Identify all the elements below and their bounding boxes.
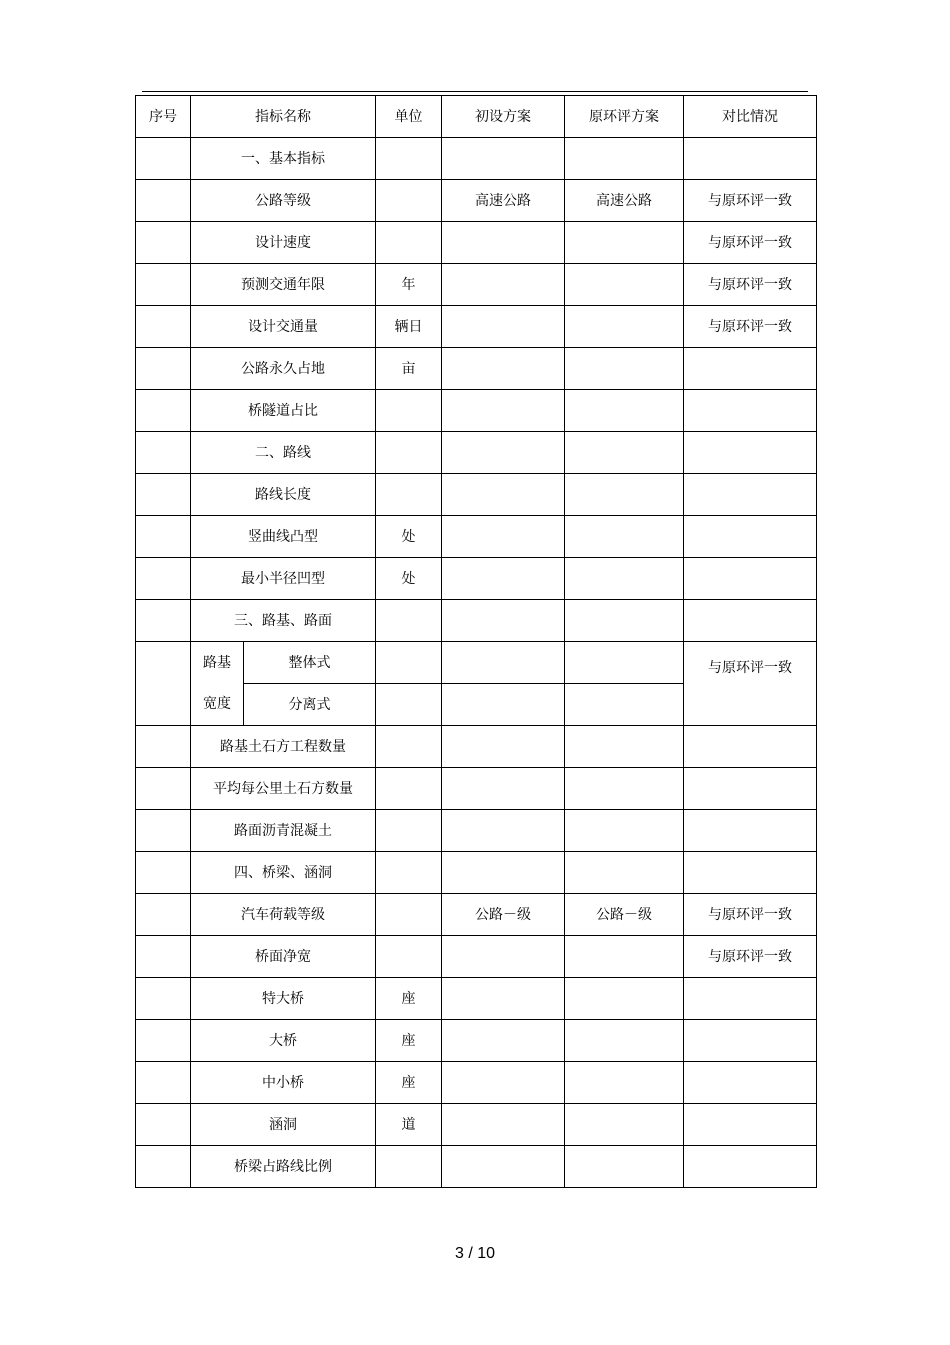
- unit-cell: [376, 474, 442, 516]
- unit-cell: [376, 768, 442, 810]
- indicator-name-cell: 大桥: [191, 1020, 376, 1062]
- unit-cell: 处: [376, 516, 442, 558]
- table-row: [136, 390, 817, 432]
- top-rule: [142, 91, 808, 92]
- width-group-label-top: 路基: [191, 642, 244, 684]
- comparison-cell: [684, 1146, 817, 1188]
- unit-cell: [376, 642, 442, 684]
- initial-plan-cell: [442, 138, 565, 180]
- seq-cell: [136, 1020, 191, 1062]
- table-row: [136, 1146, 817, 1188]
- table-row: [136, 180, 817, 222]
- header-seq: 序号: [136, 96, 191, 138]
- original-plan-cell: [565, 768, 684, 810]
- indicator-name-cell: 涵洞: [191, 1104, 376, 1146]
- seq-cell: [136, 474, 191, 516]
- original-plan-cell: [565, 852, 684, 894]
- table-row: [136, 726, 817, 768]
- table-row: [136, 306, 817, 348]
- unit-cell: [376, 432, 442, 474]
- seq-cell: [136, 600, 191, 642]
- initial-plan-cell: [442, 1146, 565, 1188]
- seq-cell: [136, 1062, 191, 1104]
- seq-cell: [136, 222, 191, 264]
- original-plan-cell: [565, 1020, 684, 1062]
- table-row-width-integral: [136, 642, 817, 684]
- table-row: [136, 1062, 817, 1104]
- table-row: [136, 348, 817, 390]
- comparison-cell: [684, 978, 817, 1020]
- initial-plan-cell: [442, 936, 565, 978]
- indicator-name-cell: 公路永久占地: [191, 348, 376, 390]
- unit-cell: 座: [376, 1020, 442, 1062]
- table-row: [136, 768, 817, 810]
- initial-plan-cell: [442, 1062, 565, 1104]
- unit-cell: [376, 936, 442, 978]
- comparison-cell: [684, 726, 817, 768]
- header-row: [136, 96, 817, 138]
- initial-plan-cell: [442, 432, 565, 474]
- initial-plan-cell: [442, 852, 565, 894]
- initial-plan-cell: [442, 222, 565, 264]
- header-indicator-name: 指标名称: [191, 96, 376, 138]
- seq-cell: [136, 1104, 191, 1146]
- seq-cell: [136, 852, 191, 894]
- seq-cell: [136, 726, 191, 768]
- seq-cell: [136, 768, 191, 810]
- original-plan-cell: [565, 810, 684, 852]
- seq-cell: [136, 936, 191, 978]
- unit-cell: [376, 810, 442, 852]
- initial-plan-cell: [442, 684, 565, 726]
- initial-plan-cell: [442, 348, 565, 390]
- seq-cell: [136, 306, 191, 348]
- unit-cell: [376, 726, 442, 768]
- seq-cell: [136, 642, 191, 726]
- width-separated-name: 分离式: [244, 684, 376, 726]
- comparison-cell: 与原环评一致: [684, 180, 817, 222]
- indicator-name-cell: 四、桥梁、涵洞: [191, 852, 376, 894]
- initial-plan-cell: [442, 390, 565, 432]
- original-plan-cell: [565, 642, 684, 684]
- indicator-name-cell: 一、基本指标: [191, 138, 376, 180]
- header-initial-plan: 初设方案: [442, 96, 565, 138]
- comparison-cell: [684, 852, 817, 894]
- original-plan-cell: [565, 1146, 684, 1188]
- unit-cell: [376, 684, 442, 726]
- initial-plan-cell: [442, 1104, 565, 1146]
- seq-cell: [136, 138, 191, 180]
- unit-cell: [376, 852, 442, 894]
- unit-cell: 亩: [376, 348, 442, 390]
- table-row: [136, 852, 817, 894]
- unit-cell: 座: [376, 978, 442, 1020]
- original-plan-cell: [565, 1104, 684, 1146]
- width-group-comparison: 与原环评一致: [684, 642, 817, 726]
- table-row: [136, 432, 817, 474]
- initial-plan-cell: [442, 474, 565, 516]
- original-plan-cell: [565, 1062, 684, 1104]
- comparison-cell: [684, 558, 817, 600]
- table-row: [136, 558, 817, 600]
- original-plan-cell: 公路－级: [565, 894, 684, 936]
- table-row: [136, 222, 817, 264]
- comparison-cell: [684, 1104, 817, 1146]
- initial-plan-cell: [442, 768, 565, 810]
- seq-cell: [136, 348, 191, 390]
- original-plan-cell: [565, 348, 684, 390]
- comparison-cell: [684, 1020, 817, 1062]
- initial-plan-cell: [442, 306, 565, 348]
- table-row: [136, 264, 817, 306]
- original-plan-cell: 高速公路: [565, 180, 684, 222]
- unit-cell: 处: [376, 558, 442, 600]
- indicator-name-cell: 预测交通年限: [191, 264, 376, 306]
- indicator-name-cell: 特大桥: [191, 978, 376, 1020]
- table-row: [136, 810, 817, 852]
- indicator-name-cell: 路线长度: [191, 474, 376, 516]
- table-row: [136, 978, 817, 1020]
- table-row: [136, 600, 817, 642]
- indicator-name-cell: 平均每公里土石方数量: [191, 768, 376, 810]
- initial-plan-cell: [442, 978, 565, 1020]
- indicator-name-cell: 桥面净宽: [191, 936, 376, 978]
- comparison-cell: [684, 810, 817, 852]
- original-plan-cell: [565, 432, 684, 474]
- indicator-name-cell: 三、路基、路面: [191, 600, 376, 642]
- width-group-label-bottom: 宽度: [191, 684, 244, 726]
- comparison-cell: [684, 474, 817, 516]
- unit-cell: [376, 894, 442, 936]
- original-plan-cell: [565, 978, 684, 1020]
- comparison-cell: 与原环评一致: [684, 936, 817, 978]
- original-plan-cell: [565, 138, 684, 180]
- original-plan-cell: [565, 222, 684, 264]
- indicator-name-cell: 桥梁占路线比例: [191, 1146, 376, 1188]
- seq-cell: [136, 978, 191, 1020]
- seq-cell: [136, 264, 191, 306]
- seq-cell: [136, 894, 191, 936]
- unit-cell: [376, 222, 442, 264]
- indicator-name-cell: 汽车荷载等级: [191, 894, 376, 936]
- initial-plan-cell: [442, 558, 565, 600]
- table-row: [136, 1104, 817, 1146]
- original-plan-cell: [565, 936, 684, 978]
- indicator-name-cell: 路基土石方工程数量: [191, 726, 376, 768]
- comparison-cell: [684, 516, 817, 558]
- seq-cell: [136, 516, 191, 558]
- original-plan-cell: [565, 390, 684, 432]
- table-row: [136, 936, 817, 978]
- table-row: [136, 516, 817, 558]
- seq-cell: [136, 390, 191, 432]
- initial-plan-cell: [442, 264, 565, 306]
- comparison-cell: [684, 768, 817, 810]
- original-plan-cell: [565, 684, 684, 726]
- page-number: 3 / 10: [454, 1245, 496, 1262]
- initial-plan-cell: [442, 810, 565, 852]
- indicator-name-cell: 竖曲线凸型: [191, 516, 376, 558]
- original-plan-cell: [565, 726, 684, 768]
- table-row: [136, 138, 817, 180]
- indicator-name-cell: 二、路线: [191, 432, 376, 474]
- table-row: [136, 1020, 817, 1062]
- indicator-name-cell: 设计交通量: [191, 306, 376, 348]
- comparison-cell: [684, 348, 817, 390]
- initial-plan-cell: [442, 516, 565, 558]
- original-plan-cell: [565, 516, 684, 558]
- initial-plan-cell: [442, 600, 565, 642]
- comparison-cell: 与原环评一致: [684, 306, 817, 348]
- comparison-cell: [684, 1062, 817, 1104]
- original-plan-cell: [565, 264, 684, 306]
- indicator-name-cell: 中小桥: [191, 1062, 376, 1104]
- table-row: [136, 474, 817, 516]
- width-integral-name: 整体式: [244, 642, 376, 684]
- initial-plan-cell: 公路－级: [442, 894, 565, 936]
- header-comparison: 对比情况: [684, 96, 817, 138]
- unit-cell: [376, 390, 442, 432]
- header-unit: 单位: [376, 96, 442, 138]
- indicator-name-cell: 公路等级: [191, 180, 376, 222]
- unit-cell: [376, 138, 442, 180]
- comparison-cell: 与原环评一致: [684, 894, 817, 936]
- header-original-eia-plan: 原环评方案: [565, 96, 684, 138]
- seq-cell: [136, 810, 191, 852]
- seq-cell: [136, 432, 191, 474]
- comparison-cell: [684, 600, 817, 642]
- original-plan-cell: [565, 306, 684, 348]
- comparison-cell: [684, 390, 817, 432]
- unit-cell: [376, 1146, 442, 1188]
- comparison-cell: [684, 432, 817, 474]
- indicator-name-cell: 路面沥青混凝土: [191, 810, 376, 852]
- indicator-name-cell: 桥隧道占比: [191, 390, 376, 432]
- comparison-cell: 与原环评一致: [684, 264, 817, 306]
- original-plan-cell: [565, 558, 684, 600]
- seq-cell: [136, 558, 191, 600]
- unit-cell: 座: [376, 1062, 442, 1104]
- initial-plan-cell: [442, 1020, 565, 1062]
- indicator-comparison-table: [135, 95, 817, 1188]
- table-row: [136, 894, 817, 936]
- original-plan-cell: [565, 474, 684, 516]
- indicator-name-cell: 最小半径凹型: [191, 558, 376, 600]
- initial-plan-cell: 高速公路: [442, 180, 565, 222]
- comparison-cell: [684, 138, 817, 180]
- initial-plan-cell: [442, 726, 565, 768]
- unit-cell: 年: [376, 264, 442, 306]
- initial-plan-cell: [442, 642, 565, 684]
- original-plan-cell: [565, 600, 684, 642]
- unit-cell: [376, 180, 442, 222]
- seq-cell: [136, 180, 191, 222]
- indicator-name-cell: 设计速度: [191, 222, 376, 264]
- seq-cell: [136, 1146, 191, 1188]
- unit-cell: [376, 600, 442, 642]
- unit-cell: 道: [376, 1104, 442, 1146]
- unit-cell: 辆日: [376, 306, 442, 348]
- comparison-cell: 与原环评一致: [684, 222, 817, 264]
